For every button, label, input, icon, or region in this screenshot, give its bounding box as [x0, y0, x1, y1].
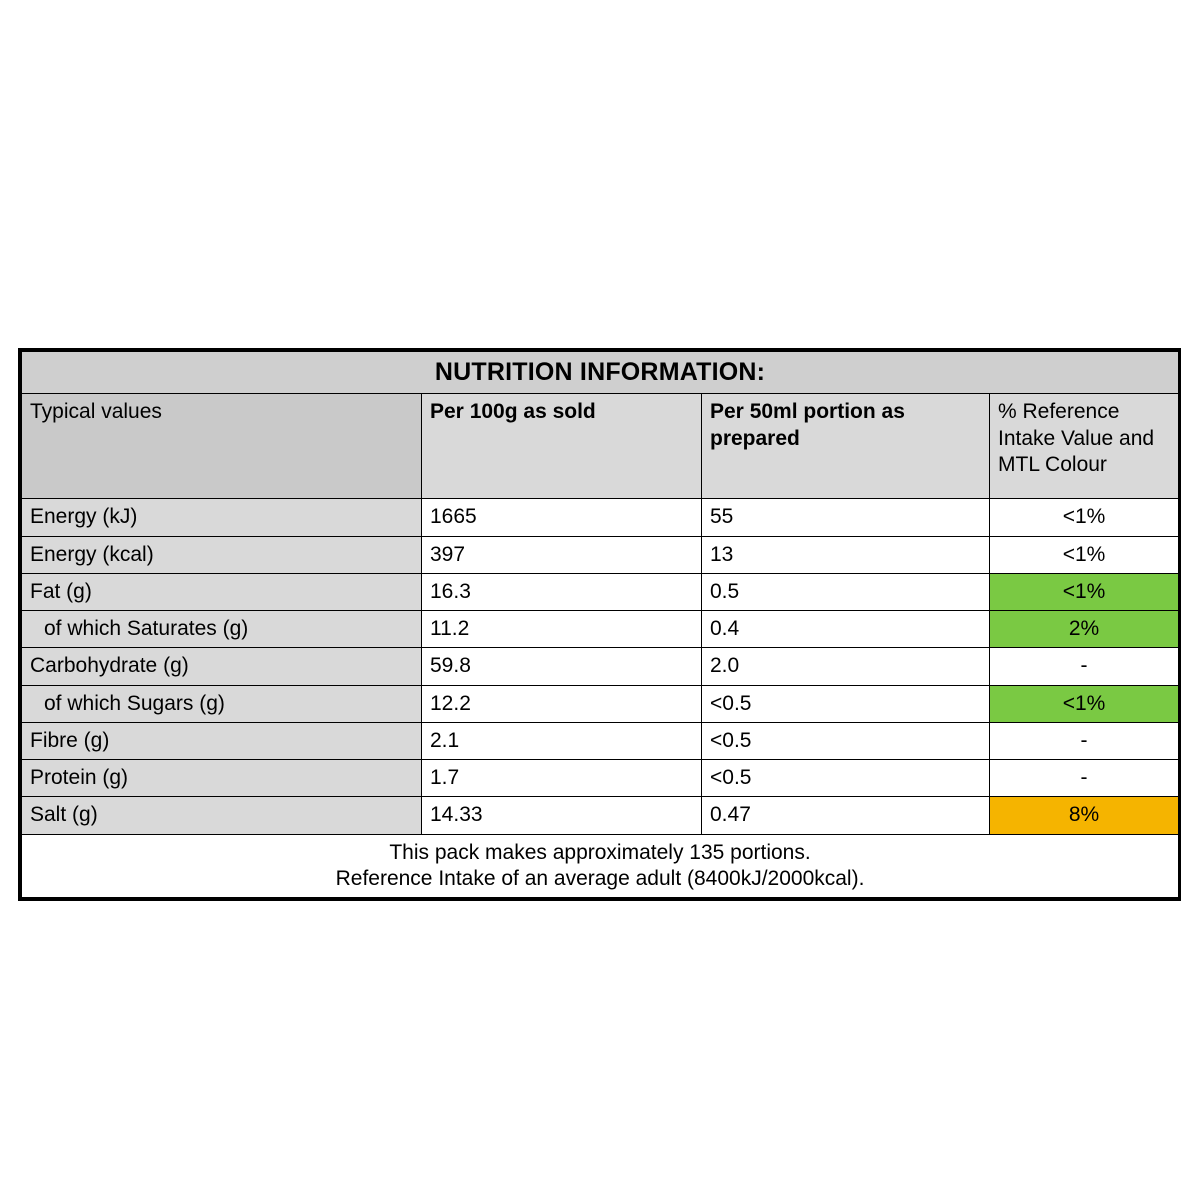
- row-per-100g: 11.2: [422, 611, 702, 648]
- table-row: [22, 760, 1179, 797]
- row-per-portion: 0.4: [702, 611, 990, 648]
- table-row: [22, 722, 1179, 759]
- row-per-portion: <0.5: [702, 722, 990, 759]
- row-per-100g: 16.3: [422, 573, 702, 610]
- table-footnote-row: [22, 834, 1179, 898]
- footnote-line-portions: This pack makes approximately 135 portions.: [389, 840, 811, 864]
- table-row: [22, 648, 1179, 685]
- row-label: Energy (kJ): [22, 499, 422, 536]
- nutrition-information-panel: [18, 348, 1181, 901]
- row-reference-intake: 8%: [990, 797, 1179, 834]
- row-reference-intake: -: [990, 648, 1179, 685]
- table-row: [22, 499, 1179, 536]
- row-reference-intake: -: [990, 760, 1179, 797]
- row-per-portion: <0.5: [702, 760, 990, 797]
- row-label: Fat (g): [22, 573, 422, 610]
- table-header-row: [22, 394, 1179, 499]
- row-label: Protein (g): [22, 760, 422, 797]
- nutrition-table: [21, 351, 1179, 898]
- header-typical-values: Typical values: [22, 394, 422, 499]
- header-per-portion: Per 50ml portion as prepared: [702, 394, 990, 499]
- table-row: [22, 685, 1179, 722]
- row-reference-intake: -: [990, 722, 1179, 759]
- row-label: Carbohydrate (g): [22, 648, 422, 685]
- row-per-100g: 1.7: [422, 760, 702, 797]
- row-reference-intake: 2%: [990, 611, 1179, 648]
- table-row: [22, 573, 1179, 610]
- table-row: [22, 536, 1179, 573]
- table-title-row: [22, 352, 1179, 394]
- row-label: of which Sugars (g): [22, 685, 422, 722]
- header-reference-intake: % Reference Intake Value and MTL Colour: [990, 394, 1179, 499]
- nutrition-table-body: [22, 352, 1179, 898]
- row-reference-intake: <1%: [990, 499, 1179, 536]
- table-row: [22, 611, 1179, 648]
- row-label: of which Saturates (g): [22, 611, 422, 648]
- row-per-100g: 14.33: [422, 797, 702, 834]
- row-per-100g: 59.8: [422, 648, 702, 685]
- row-label: Fibre (g): [22, 722, 422, 759]
- nutrition-title: NUTRITION INFORMATION:: [22, 352, 1179, 394]
- footnote: [22, 834, 1179, 898]
- row-label: Energy (kcal): [22, 536, 422, 573]
- row-label: Salt (g): [22, 797, 422, 834]
- footnote-line-reference-intake: Reference Intake of an average adult (8400kJ/2000kcal).: [335, 866, 865, 890]
- row-per-portion: 55: [702, 499, 990, 536]
- row-reference-intake: <1%: [990, 685, 1179, 722]
- row-per-100g: 397: [422, 536, 702, 573]
- row-per-portion: <0.5: [702, 685, 990, 722]
- row-per-portion: 0.5: [702, 573, 990, 610]
- header-per-100g: Per 100g as sold: [422, 394, 702, 499]
- row-per-portion: 0.47: [702, 797, 990, 834]
- row-reference-intake: <1%: [990, 536, 1179, 573]
- row-per-100g: 2.1: [422, 722, 702, 759]
- table-row: [22, 797, 1179, 834]
- row-reference-intake: <1%: [990, 573, 1179, 610]
- row-per-100g: 1665: [422, 499, 702, 536]
- row-per-100g: 12.2: [422, 685, 702, 722]
- row-per-portion: 13: [702, 536, 990, 573]
- row-per-portion: 2.0: [702, 648, 990, 685]
